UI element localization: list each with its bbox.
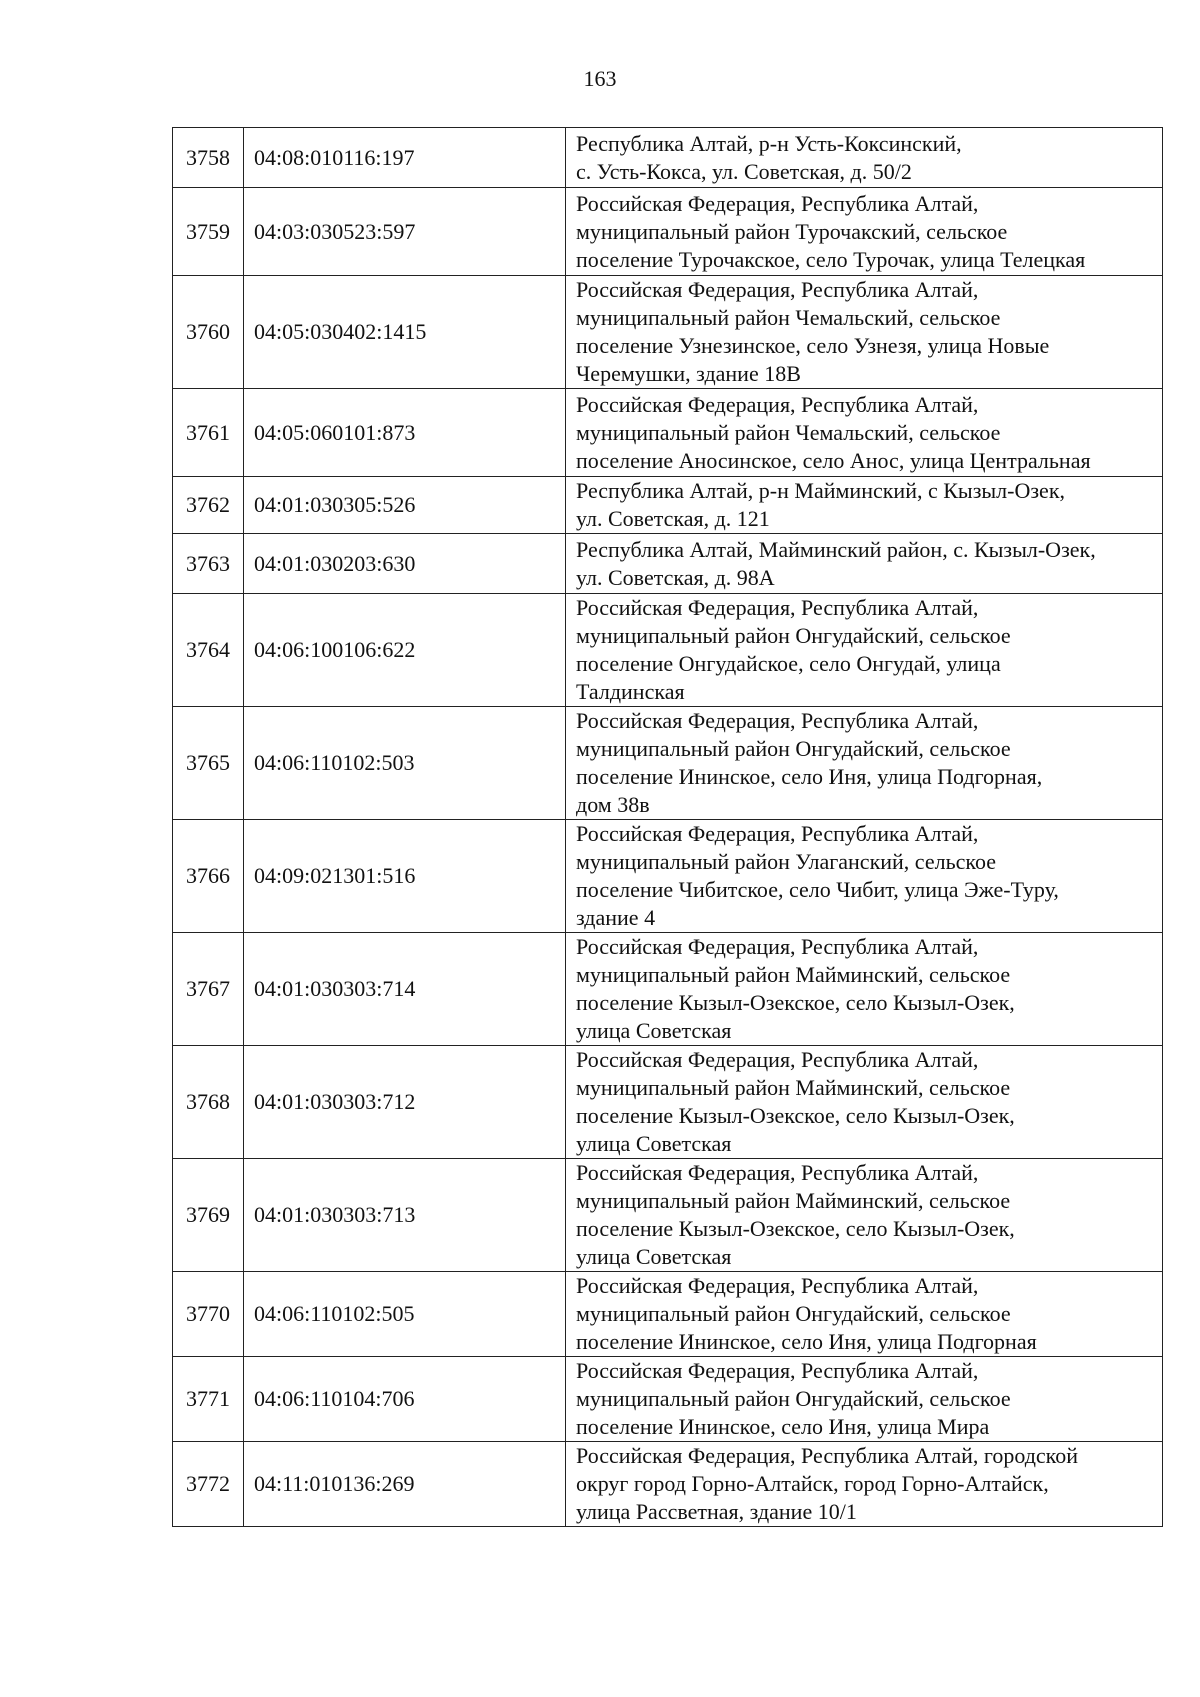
address-line: Российская Федерация, Республика Алтай, [576, 277, 979, 302]
address-line: Российская Федерация, Республика Алтай, городской [576, 1443, 1079, 1468]
address-line: Талдинская [576, 679, 685, 704]
address-cell [566, 1357, 1163, 1442]
address-line: муниципальный район Турочакский, сельское [576, 218, 1008, 244]
row-number-cell: 3761 [173, 389, 244, 477]
row-number-cell: 3760 [173, 276, 244, 389]
cadastral-number-cell: 04:06:110102:505 [244, 1272, 566, 1357]
address-line: ул. Советская, д. 121 [576, 506, 770, 531]
address-cell [566, 594, 1163, 707]
table-row [173, 1442, 1163, 1527]
address-line: улица Советская [576, 1244, 732, 1269]
row-number-cell: 3763 [173, 534, 244, 594]
cadastral-number-cell: 04:01:030303:714 [244, 933, 566, 1046]
address-line: поселение Кызыл-Озекское, село Кызыл-Озек, [576, 990, 1015, 1015]
row-number-cell: 3769 [173, 1159, 244, 1272]
address-line: Российская Федерация, Республика Алтай, [576, 821, 979, 846]
address-line: поселение Чибитское, село Чибит, улица Эже-Туру, [576, 877, 1059, 902]
table-row [173, 389, 1163, 477]
address-line: Российская Федерация, Республика Алтай, [576, 1047, 979, 1072]
row-number-cell: 3770 [173, 1272, 244, 1357]
table-row [173, 1159, 1163, 1272]
address-line: улица Советская [576, 1131, 732, 1156]
address-line: дом 38в [576, 792, 650, 817]
table-row [173, 594, 1163, 707]
address-line: ул. Советская, д. 98А [576, 564, 775, 590]
address-line: Российская Федерация, Республика Алтай, [576, 934, 979, 959]
address-line: Черемушки, здание 18В [576, 361, 801, 386]
address-line: муниципальный район Онгудайский, сельское [576, 736, 1011, 761]
address-line: Российская Федерация, Республика Алтай, [576, 190, 979, 216]
address-cell [566, 820, 1163, 933]
address-line: поселение Ининское, село Иня, улица Мира [576, 1414, 990, 1439]
table-row [173, 820, 1163, 933]
address-line: улица Рассветная, здание 10/1 [576, 1499, 857, 1524]
table-row [173, 1272, 1163, 1357]
cadastral-number-cell: 04:05:030402:1415 [244, 276, 566, 389]
cadastral-number-cell: 04:03:030523:597 [244, 188, 566, 276]
address-line: Республика Алтай, р-н Усть-Коксинский, [576, 130, 962, 156]
table-row [173, 128, 1163, 188]
address-line: Российская Федерация, Республика Алтай, [576, 1273, 979, 1298]
cadastral-number-cell: 04:06:110102:503 [244, 707, 566, 820]
address-cell [566, 1272, 1163, 1357]
address-cell [566, 477, 1163, 534]
row-number-cell: 3767 [173, 933, 244, 1046]
table-row [173, 477, 1163, 534]
address-line: округ город Горно-Алтайск, город Горно-Алтайск, [576, 1471, 1049, 1496]
address-line: улица Советская [576, 1018, 732, 1043]
table-row [173, 1357, 1163, 1442]
cadastral-number-cell: 04:01:030305:526 [244, 477, 566, 534]
cadastral-number-cell: 04:06:110104:706 [244, 1357, 566, 1442]
table-row [173, 933, 1163, 1046]
address-cell [566, 933, 1163, 1046]
address-line: муниципальный район Чемальский, сельское [576, 305, 1001, 330]
address-line: муниципальный район Онгудайский, сельское [576, 623, 1011, 648]
address-cell [566, 128, 1163, 188]
address-cell [566, 188, 1163, 276]
table-row [173, 707, 1163, 820]
row-number-cell: 3766 [173, 820, 244, 933]
address-cell [566, 1159, 1163, 1272]
address-line: Республика Алтай, Майминский район, с. Кызыл-Озек, [576, 536, 1096, 562]
cadastral-number-cell: 04:01:030303:713 [244, 1159, 566, 1272]
address-line: поселение Ининское, село Иня, улица Подгорная [576, 1329, 1037, 1354]
address-line: поселение Кызыл-Озекское, село Кызыл-Озек, [576, 1103, 1015, 1128]
address-line: с. Усть-Кокса, ул. Советская, д. 50/2 [576, 158, 912, 184]
row-number-cell: 3772 [173, 1442, 244, 1527]
table-row [173, 276, 1163, 389]
address-line: поселение Онгудайское, село Онгудай, улица [576, 651, 1001, 676]
address-line: муниципальный район Онгудайский, сельское [576, 1301, 1011, 1326]
address-cell [566, 1442, 1163, 1527]
address-line: Российская Федерация, Республика Алтай, [576, 708, 979, 733]
cadastral-number-cell: 04:01:030203:630 [244, 534, 566, 594]
row-number-cell: 3764 [173, 594, 244, 707]
table-row [173, 534, 1163, 594]
table-row [173, 188, 1163, 276]
address-line: поселение Узнезинское, село Узнезя, улица Новые [576, 333, 1050, 358]
address-cell [566, 1046, 1163, 1159]
row-number-cell: 3759 [173, 188, 244, 276]
table-row [173, 1046, 1163, 1159]
cadastral-number-cell: 04:08:010116:197 [244, 128, 566, 188]
address-cell [566, 534, 1163, 594]
address-cell [566, 707, 1163, 820]
address-line: здание 4 [576, 905, 656, 930]
address-line: поселение Аносинское, село Анос, улица Центральная [576, 447, 1091, 473]
cadastral-number-cell: 04:09:021301:516 [244, 820, 566, 933]
cadastral-number-cell: 04:11:010136:269 [244, 1442, 566, 1527]
address-line: муниципальный район Чемальский, сельское [576, 419, 1001, 445]
address-line: Российская Федерация, Республика Алтай, [576, 1358, 979, 1383]
row-number-cell: 3771 [173, 1357, 244, 1442]
address-line: муниципальный район Майминский, сельское [576, 1075, 1011, 1100]
address-line: муниципальный район Майминский, сельское [576, 1188, 1011, 1213]
row-number-cell: 3762 [173, 477, 244, 534]
address-line: Российская Федерация, Республика Алтай, [576, 595, 979, 620]
cadastral-number-cell: 04:01:030303:712 [244, 1046, 566, 1159]
address-cell [566, 389, 1163, 477]
address-line: муниципальный район Майминский, сельское [576, 962, 1011, 987]
row-number-cell: 3758 [173, 128, 244, 188]
address-line: муниципальный район Улаганский, сельское [576, 849, 996, 874]
address-line: поселение Кызыл-Озекское, село Кызыл-Озек, [576, 1216, 1015, 1241]
address-line: Российская Федерация, Республика Алтай, [576, 391, 979, 417]
row-number-cell: 3768 [173, 1046, 244, 1159]
cadastral-number-cell: 04:06:100106:622 [244, 594, 566, 707]
address-line: Республика Алтай, р-н Майминский, с Кызыл-Озек, [576, 478, 1066, 503]
table-body [173, 128, 1163, 1527]
cadastral-number-cell: 04:05:060101:873 [244, 389, 566, 477]
address-line: муниципальный район Онгудайский, сельское [576, 1386, 1011, 1411]
row-number-cell: 3765 [173, 707, 244, 820]
page-number: 163 [583, 66, 617, 91]
address-line: Российская Федерация, Республика Алтай, [576, 1160, 979, 1185]
address-line: поселение Турочакское, село Турочак, улица Телецкая [576, 246, 1086, 272]
address-line: поселение Ининское, село Иня, улица Подгорная, [576, 764, 1043, 789]
address-cell [566, 276, 1163, 389]
registry-table [172, 127, 1163, 1527]
